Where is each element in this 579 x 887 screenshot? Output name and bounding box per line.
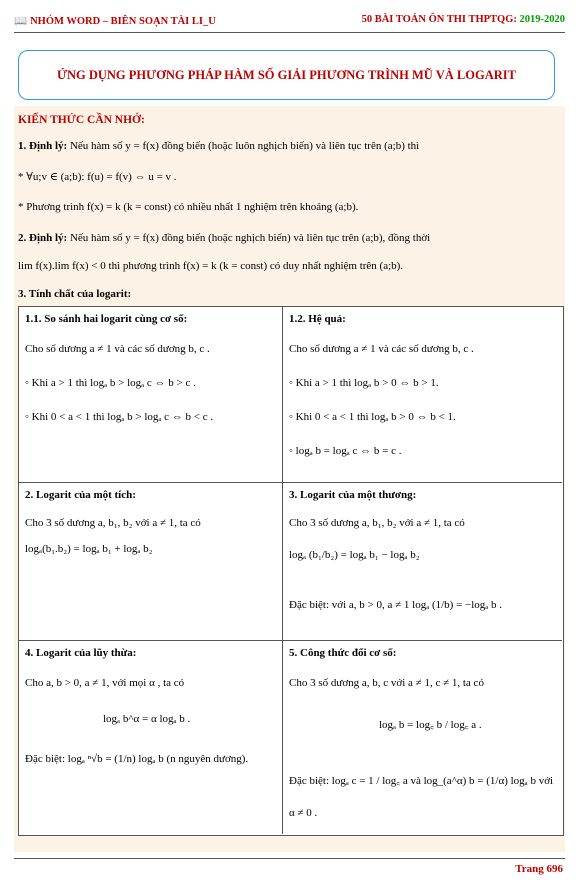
theorem-1-consequence-2: * Phương trình f(x) = k (k = const) có nhiều nhất 1 nghiệm trên khoảng (a;b).	[18, 201, 359, 213]
footer-divider	[14, 858, 565, 859]
section-heading: KIẾN THỨC CẦN NHỚ:	[18, 114, 145, 126]
cell-title: 1.1. So sánh hai logarit cùng cơ số:	[25, 313, 188, 325]
header-year: 2019-2020	[519, 14, 565, 25]
page-number: Trang 696	[515, 863, 563, 875]
cell-line: Đặc biệt: logₐ ⁿ√b = (1/n) logₐ b (n nguyên dương).	[25, 753, 249, 765]
log-properties-heading: 3. Tính chất của logarit:	[18, 288, 132, 300]
header-mark-icon: 📖	[14, 16, 28, 27]
cell-formula: logₐ(b₁.b₂) = logₐ b₁ + logₐ b₂	[25, 543, 153, 555]
header-exam-title: 50 BÀI TOÁN ÔN THI THPTQG: 2019-2020	[361, 14, 565, 25]
cell-title: 5. Công thức đổi cơ số:	[289, 647, 397, 659]
header-divider	[14, 32, 565, 33]
theorem-2: 2. Định lý: Nếu hàm số y = f(x) đồng biến (hoặc nghịch biến) và liên tục trên (a;b), đồng thời	[18, 232, 431, 244]
theorem-1: 1. Định lý: Nếu hàm số y = f(x) đồng biến (hoặc luôn nghịch biến) và liên tục trên (a;b) thì	[18, 140, 420, 152]
cell-line: Cho 3 số dương a, b₁, b₂ với a ≠ 1, ta có	[289, 517, 465, 529]
cell-line: α ≠ 0 .	[289, 807, 318, 819]
cell-change-of-base	[283, 641, 562, 834]
cell-formula: logₐ (b₁/b₂) = logₐ b₁ − logₐ b₂	[289, 549, 420, 561]
cell-formula: logₐ b^α = α logₐ b .	[103, 713, 191, 725]
cell-line: Đặc biệt: với a, b > 0, a ≠ 1 logₐ (1/b) = −logₐ b .	[289, 599, 503, 611]
cell-line: ◦ logₐ b = logₐ c ⇔ b = c .	[289, 445, 402, 457]
cell-line: Cho số dương a ≠ 1 và các số dương b, c .	[289, 343, 474, 355]
theorem-1-consequence-1: * ∀u;v ∈ (a;b): f(u) = f(v) ⇔ u = v .	[18, 171, 177, 183]
cell-line: Đặc biệt: logₐ c = 1 / log꜀ a và log_(a^α) b = (1/α) logₐ b với	[289, 775, 554, 787]
header-group-name: 📖 NHÓM WORD – BIÊN SOẠN TÀI LI_U	[14, 16, 216, 27]
cell-line: Cho 3 số dương a, b₁, b₂ với a ≠ 1, ta có	[25, 517, 201, 529]
cell-title: 3. Logarit của một thương:	[289, 489, 417, 501]
lesson-title: ỨNG DỤNG PHƯƠNG PHÁP HÀM SỐ GIẢI PHƯƠNG TRÌNH MŨ VÀ LOGARIT	[18, 50, 555, 100]
cell-log-of-quotient	[283, 483, 562, 641]
cell-line: Cho 3 số dương a, b, c với a ≠ 1, c ≠ 1, ta có	[289, 677, 484, 689]
cell-log-of-product	[19, 483, 283, 641]
cell-title: 2. Logarit của một tích:	[25, 489, 136, 501]
theorem-2-continued: lim f(x).lim f(x) < 0 thì phương trình f(x) = k (k = const) có duy nhất nghiệm trên (a;b).	[18, 260, 404, 272]
cell-line: ◦ Khi a > 1 thì logₐ b > logₐ c ⇔ b > c .	[25, 377, 196, 389]
cell-compare-same-base	[19, 307, 283, 483]
cell-line: ◦ Khi 0 < a < 1 thì logₐ b > 0 ⇔ b < 1.	[289, 411, 456, 423]
cell-formula: logₐ b = log꜀ b / log꜀ a .	[379, 719, 482, 731]
cell-corollary	[283, 307, 562, 483]
cell-line: ◦ Khi a > 1 thì logₐ b > 0 ⇔ b > 1.	[289, 377, 439, 389]
cell-title: 1.2. Hệ quả:	[289, 313, 346, 325]
cell-line: Cho số dương a ≠ 1 và các số dương b, c .	[25, 343, 210, 355]
log-properties-table	[18, 306, 564, 836]
page-header	[14, 10, 565, 30]
cell-log-of-power	[19, 641, 283, 834]
cell-line: ◦ Khi 0 < a < 1 thì logₐ b > logₐ c ⇔ b < c .	[25, 411, 214, 423]
cell-line: Cho a, b > 0, a ≠ 1, với mọi α , ta có	[25, 677, 185, 689]
cell-title: 4. Logarit của lũy thừa:	[25, 647, 137, 659]
